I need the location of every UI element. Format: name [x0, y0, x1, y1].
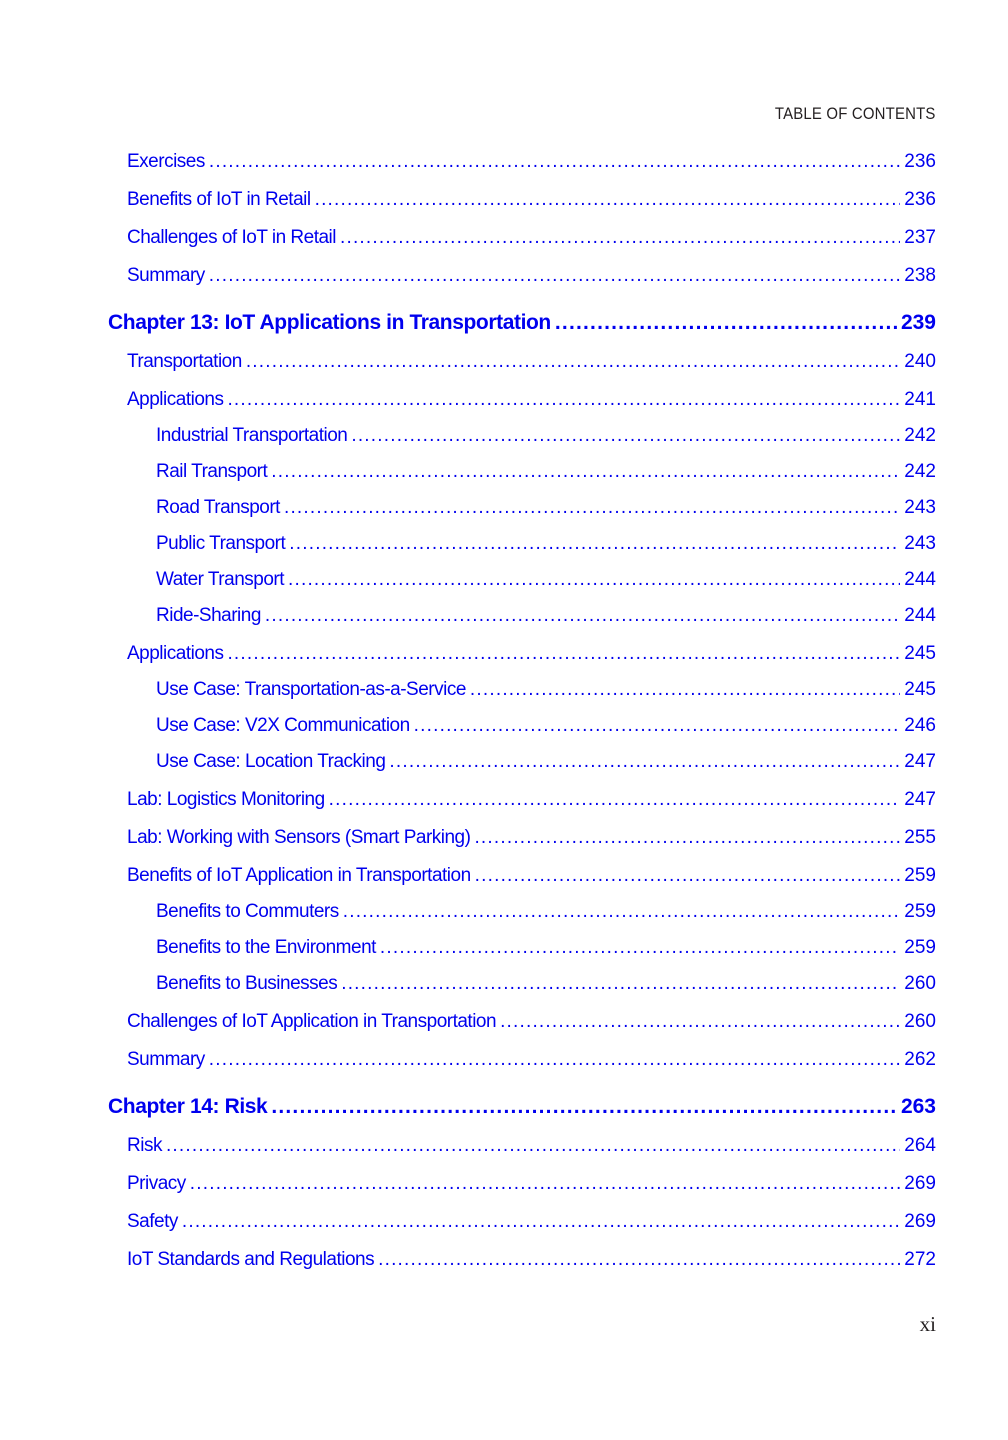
- dot-leader: [288, 569, 900, 591]
- toc-entry-risk[interactable]: [127, 1135, 936, 1157]
- toc-entry-page: 247: [904, 789, 936, 810]
- dot-leader: [343, 901, 901, 923]
- dot-leader: [265, 605, 900, 627]
- toc-entry-title: Lab: Logistics Monitoring: [127, 789, 325, 810]
- page-number: xi: [919, 1312, 936, 1336]
- dot-leader: [474, 827, 900, 849]
- toc-entry-title: Privacy: [127, 1173, 186, 1194]
- toc-entry-page: 242: [904, 461, 936, 482]
- dot-leader: [380, 937, 900, 959]
- toc-entry-title: Rail Transport: [156, 461, 268, 482]
- dot-leader: [227, 389, 900, 411]
- toc-entry-page: 246: [904, 715, 936, 736]
- toc-chapter-page: 263: [900, 1095, 936, 1118]
- toc-entry-title: Exercises: [127, 151, 205, 172]
- dot-leader: [329, 789, 901, 811]
- dot-leader: [500, 1011, 900, 1033]
- toc-entry-title: Summary: [127, 1049, 205, 1070]
- dot-leader: [209, 265, 901, 287]
- toc-chapter-14[interactable]: [108, 1095, 936, 1119]
- toc-entry-benefits-to-commuters[interactable]: [156, 901, 936, 923]
- toc-entry-title: Benefits of IoT Application in Transportation: [127, 865, 471, 886]
- toc-entry-title: Lab: Working with Sensors (Smart Parking): [127, 827, 471, 848]
- toc-entry-title: Water Transport: [156, 569, 285, 590]
- toc-entry-page: 247: [904, 751, 936, 772]
- dot-leader: [271, 1095, 897, 1119]
- toc-entry-transportation[interactable]: [127, 351, 936, 373]
- toc-entry-title: Applications: [127, 389, 224, 410]
- toc-entry-title: Benefits to Businesses: [156, 973, 338, 994]
- toc-chapter-title: Chapter 13: IoT Applications in Transportation: [108, 311, 551, 334]
- toc-entry-summary[interactable]: [127, 265, 936, 287]
- dot-leader: [378, 1249, 900, 1271]
- dot-leader: [209, 151, 900, 173]
- toc-entry-page: 272: [904, 1249, 936, 1270]
- toc-entry-road-transport[interactable]: [156, 497, 936, 519]
- dot-leader: [166, 1135, 900, 1157]
- toc-entry-title: Use Case: Transportation-as-a-Service: [156, 679, 466, 700]
- toc-entry-title: Use Case: V2X Communication: [156, 715, 410, 736]
- toc-entry-page: 237: [904, 227, 936, 248]
- toc-entry-industrial-transportation[interactable]: [156, 425, 936, 447]
- dot-leader: [470, 679, 900, 701]
- toc-entry-safety[interactable]: [127, 1211, 936, 1233]
- dot-leader: [271, 461, 900, 483]
- toc-entry-title: Summary: [127, 265, 205, 286]
- toc-entry-privacy[interactable]: [127, 1173, 936, 1195]
- dot-leader: [340, 227, 900, 249]
- dot-leader: [227, 643, 900, 665]
- dot-leader: [182, 1211, 900, 1233]
- toc-entry-page: 240: [904, 351, 936, 372]
- toc-entry-page: 238: [904, 265, 936, 286]
- toc-entry-title: Benefits of IoT in Retail: [127, 189, 311, 210]
- toc-entry-page: 269: [904, 1173, 936, 1194]
- toc-entry-applications[interactable]: [127, 389, 936, 411]
- toc-entry-page: 241: [904, 389, 936, 410]
- toc-entry-use-case-location-tracking[interactable]: [156, 751, 936, 773]
- dot-leader: [209, 1049, 901, 1071]
- toc-entry-page: 244: [904, 605, 936, 626]
- toc-chapter-page: 239: [900, 311, 936, 334]
- toc-entry-page: 269: [904, 1211, 936, 1232]
- toc-entry-use-case-taas[interactable]: [156, 679, 936, 701]
- toc-entry-lab-logistics-monitoring[interactable]: [127, 789, 936, 811]
- toc-entry-page: 242: [904, 425, 936, 446]
- toc-entry-use-case-v2x[interactable]: [156, 715, 936, 737]
- toc-entry-title: Risk: [127, 1135, 162, 1156]
- toc-entry-page: 259: [904, 901, 936, 922]
- toc-entry-title: Benefits to Commuters: [156, 901, 339, 922]
- toc-entry-page: 243: [904, 497, 936, 518]
- toc-entry-page: 262: [904, 1049, 936, 1070]
- toc-entry-page: 243: [904, 533, 936, 554]
- toc-entry-challenges-of-iot-in-transportation[interactable]: [127, 1011, 936, 1033]
- dot-leader: [341, 973, 900, 995]
- toc-entry-title: Applications: [127, 643, 224, 664]
- toc-entry-page: 245: [904, 643, 936, 664]
- toc-entry-applications[interactable]: [127, 643, 936, 665]
- toc-entry-title: Transportation: [127, 351, 242, 372]
- toc-entry-page: 260: [904, 1011, 936, 1032]
- toc-entry-benefits-to-businesses[interactable]: [156, 973, 936, 995]
- toc-entry-public-transport[interactable]: [156, 533, 936, 555]
- toc-entry-water-transport[interactable]: [156, 569, 936, 591]
- toc-entry-page: 259: [904, 937, 936, 958]
- dot-leader: [389, 751, 900, 773]
- toc-entry-title: Challenges of IoT Application in Transportation: [127, 1011, 497, 1032]
- dot-leader: [190, 1173, 901, 1195]
- toc-entry-title: Use Case: Location Tracking: [156, 751, 386, 772]
- toc-entry-title: Benefits to the Environment: [156, 937, 376, 958]
- dot-leader: [246, 351, 900, 373]
- toc-entry-benefits-of-iot-in-retail[interactable]: [127, 189, 936, 211]
- toc-entry-benefits-to-environment[interactable]: [156, 937, 936, 959]
- toc-entry-ride-sharing[interactable]: [156, 605, 936, 627]
- toc-entry-page: 244: [904, 569, 936, 590]
- toc-entry-page: 259: [904, 865, 936, 886]
- dot-leader: [284, 497, 900, 519]
- running-head: TABLE OF CONTENTS: [775, 104, 936, 123]
- toc-entry-title: Road Transport: [156, 497, 280, 518]
- toc-entry-title: Safety: [127, 1211, 178, 1232]
- toc-entry-page: 236: [904, 151, 936, 172]
- toc-chapter-title: Chapter 14: Risk: [108, 1095, 268, 1118]
- dot-leader: [555, 311, 897, 335]
- toc-entry-page: 236: [904, 189, 936, 210]
- toc-entry-challenges-of-iot-in-retail[interactable]: [127, 227, 936, 249]
- toc-entry-title: IoT Standards and Regulations: [127, 1249, 375, 1270]
- toc-entry-iot-standards-and-regulations[interactable]: [127, 1249, 936, 1271]
- toc-entry-page: 245: [904, 679, 936, 700]
- toc-entry-page: 260: [904, 973, 936, 994]
- toc-entry-title: Challenges of IoT in Retail: [127, 227, 336, 248]
- dot-leader: [414, 715, 901, 737]
- toc-chapter-13[interactable]: [108, 311, 936, 335]
- dot-leader: [351, 425, 900, 447]
- dot-leader: [289, 533, 900, 555]
- dot-leader: [475, 865, 901, 887]
- toc-entry-page: 255: [904, 827, 936, 848]
- toc-entry-rail-transport[interactable]: [156, 461, 936, 483]
- toc-entry-title: Public Transport: [156, 533, 286, 554]
- toc-entry-title: Ride-Sharing: [156, 605, 261, 626]
- toc-entry-benefits-of-iot-in-transportation[interactable]: [127, 865, 936, 887]
- toc-entry-lab-smart-parking[interactable]: [127, 827, 936, 849]
- toc-entry-page: 264: [904, 1135, 936, 1156]
- toc-entry-summary[interactable]: [127, 1049, 936, 1071]
- toc-entry-exercises[interactable]: [127, 151, 936, 173]
- toc-entry-title: Industrial Transportation: [156, 425, 348, 446]
- dot-leader: [315, 189, 901, 211]
